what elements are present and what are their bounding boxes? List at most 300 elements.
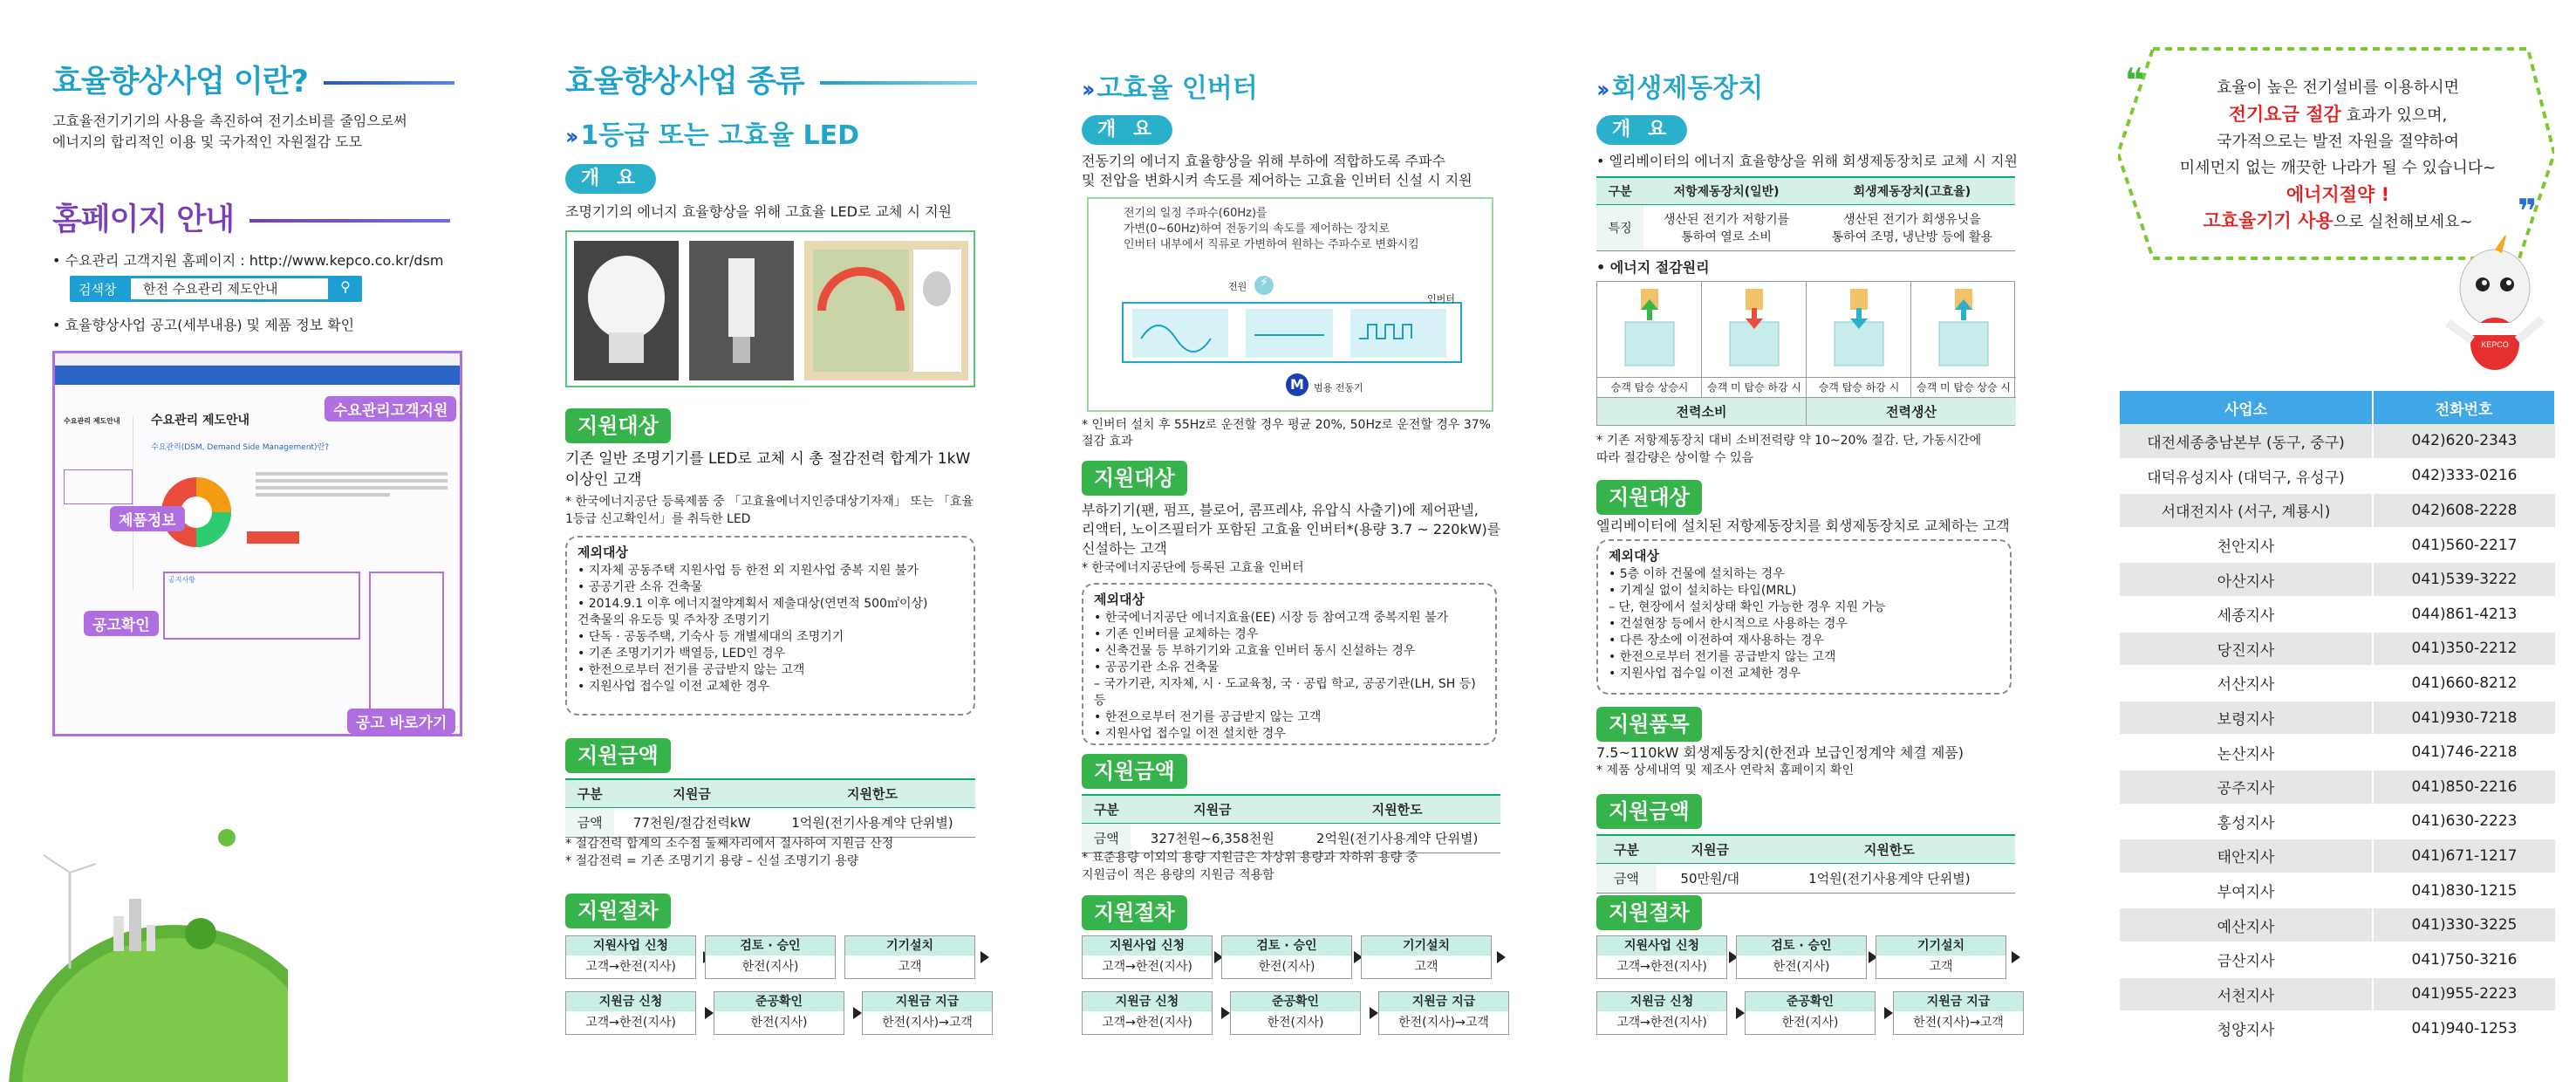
step-actor: 한전(지사): [1267, 1016, 1324, 1030]
table-row: [2120, 839, 2555, 873]
branch-contact-table: [2120, 391, 2556, 1047]
table-row: [2120, 1011, 2555, 1046]
intro-line-1: 고효율전기기기의 사용을 촉진하여 전기소비를 줄임으로써: [52, 113, 407, 129]
step-title: 기기설치: [1362, 936, 1491, 955]
site-sidebar: [64, 416, 133, 591]
office-name: 천안지사: [2120, 528, 2373, 563]
procedure-step: [1221, 935, 1352, 979]
office-phone: 042)608-2228: [2373, 493, 2555, 528]
arrow-right-icon: [1497, 951, 1506, 963]
title-rule: [820, 81, 977, 85]
table-row: [2120, 907, 2555, 942]
step-title: 준공확인: [714, 992, 844, 1011]
cell: 2억원(전기사용계약 단위별): [1294, 824, 1500, 853]
office-phone: 041)671-1217: [2373, 839, 2555, 873]
branch-rows: [2120, 424, 2555, 1046]
office-phone: 041)930-7218: [2373, 701, 2555, 736]
led-amount-table: [565, 778, 975, 838]
bubble-highlight: 고효율기기 사용: [2203, 210, 2333, 231]
step-actor: 고객→한전(지사): [585, 1016, 676, 1030]
quote-open-icon: ❝: [2125, 61, 2145, 99]
office-name: 예산지사: [2120, 907, 2373, 942]
intro-title-text: 효율향상사업 이란?: [52, 65, 308, 99]
inverter-amount-note-1: * 표준용량 이외의 용량 지원금은 차상위 용량과 차하위 용량 중: [1082, 851, 1418, 865]
led-heading-text: 1등급 또는 고효율 LED: [580, 120, 860, 151]
table-row: [2120, 562, 2555, 597]
step-title: 검토 · 승인: [1222, 936, 1351, 955]
office-phone: 041)330-3225: [2373, 907, 2555, 942]
principle-produce: 전력생산: [1807, 397, 2016, 425]
bubble-line: 국가적으로는 발전 자원을 절약하여: [2217, 133, 2459, 151]
principle-note-1: * 기존 저항제동장치 대비 소비전력량 약 10~20% 절감. 단, 가동시간에: [1596, 434, 1982, 448]
inverter-target-1: 부하기기(팬, 펌프, 블로어, 콤프레샤, 유압식 사출기)에 제어판넬,: [1082, 502, 1479, 518]
procedure-step: [565, 935, 696, 979]
principle-cell: [1911, 282, 2016, 397]
exclusion-item: • 기존 조명기기가 백열등, LED인 경우: [577, 646, 963, 662]
office-phone: 041)350-2212: [2373, 632, 2555, 667]
table-row: [2120, 632, 2555, 667]
office-phone: 041)955-2223: [2373, 977, 2555, 1012]
office-name: 대덕유성지사 (대덕구, 유성구): [2120, 459, 2373, 494]
principle-cell: [1597, 282, 1702, 397]
diagram-power-label: 전원: [1228, 281, 1247, 292]
inverter-heading-text: 고효율 인버터: [1097, 73, 1258, 104]
waveform-graphic: [1124, 304, 1464, 365]
step-actor: 한전(지사): [1781, 1016, 1839, 1030]
step-title: 지원금 지급: [1894, 992, 2023, 1011]
bubble-highlight: 에너지절약 !: [2286, 184, 2390, 205]
table-row: [2120, 493, 2555, 528]
led-photo-strip: [565, 230, 975, 387]
inverter-procedure-pill: 지원절차: [1082, 895, 1187, 930]
exclusion-subitem: – 단, 현장에서 설치상태 확인 가능한 경우 지원 가능: [1609, 600, 1886, 614]
types-title-text: 효율향상사업 종류: [565, 65, 804, 99]
col-header: 회생제동장치(고효율): [1809, 177, 2015, 205]
led-target-line-1: 기존 일반 조명기기를 LED로 교체 시 총 절감전력 합계가 1kW: [565, 450, 971, 468]
office-name: 보령지사: [2120, 701, 2373, 736]
site-banner-column: [369, 572, 444, 720]
procedure-step: [844, 935, 975, 979]
col-header: 구분: [1082, 795, 1131, 824]
regen-compare-table: [1596, 176, 2015, 251]
elevator-down-empty-image: [1702, 282, 1807, 378]
procedure-step: [1082, 935, 1213, 979]
step-title: 지원금 지급: [1379, 992, 1508, 1011]
speech-bubble-text: [2163, 75, 2512, 236]
arrow-right-icon: [1736, 1007, 1745, 1019]
procedure-step: [1876, 935, 2006, 979]
step-actor: 고객: [898, 960, 922, 974]
inverter-diagram: [1087, 197, 1493, 412]
regen-amount-pill: 지원금액: [1596, 794, 1702, 829]
col-header: 구분: [1596, 835, 1657, 864]
bubble-line: [2163, 101, 2512, 129]
cell-line: 생산된 전기가 회생유닛을: [1843, 213, 1981, 227]
site-topbar: [55, 353, 460, 366]
inverter-overview-pill: 개 요: [1082, 115, 1172, 145]
types-title: [565, 58, 977, 101]
step-title: 기기설치: [1876, 936, 2005, 955]
col-header: 구분: [565, 779, 614, 808]
homepage-title-text: 홈페이지 안내: [52, 202, 235, 237]
office-name: 당진지사: [2120, 632, 2373, 667]
regen-item-pill: 지원품목: [1596, 707, 1702, 742]
inverter-target-note: * 한국에너지공단에 등록된 고효율 인버터: [1082, 561, 1304, 575]
led-target-pill: 지원대상: [565, 408, 671, 443]
inverter-target-2: 리액터, 노이즈필터가 포함된 고효율 인버터*(용량 3.7 ~ 220kW)를: [1082, 521, 1501, 538]
exclusion-item: • 신축건물 등 부하기기와 고효율 인버터 동시 신설하는 경우: [1094, 643, 1485, 660]
procedure-step: [1596, 935, 1727, 979]
efficiency-label-image: [804, 241, 968, 380]
title-rule: [324, 81, 454, 85]
cell: [1643, 205, 1809, 251]
table-row: [2120, 770, 2555, 805]
office-name: 대전세종충남본부 (동구, 중구): [2120, 424, 2373, 459]
inverter-amount-table: [1082, 794, 1500, 853]
office-name: 금산지사: [2120, 942, 2373, 977]
bubble-line: 효율이 높은 전기설비를 이용하시면: [2217, 79, 2459, 97]
office-phone: 041)660-8212: [2373, 666, 2555, 701]
step-title: 지원사업 신청: [1597, 936, 1726, 955]
procedure-step: [1736, 935, 1867, 979]
step-title: 지원금 지급: [863, 992, 992, 1011]
step-actor: 한전(지사)→고객: [1398, 1016, 1489, 1030]
cell: 77천원/절감전력kW: [614, 808, 769, 838]
col-header: 지원금: [614, 779, 769, 808]
green-globe-illustration: [0, 785, 288, 1082]
exclusion-item: • 기계실 없이 설치하는 타입(MRL): [1609, 583, 1999, 599]
exclusion-item: • 지자체 공동주택 지원사업 등 한전 외 지원사업 중복 지원 불가: [577, 563, 963, 579]
search-input[interactable]: 한전 수요관리 제도안내: [131, 278, 328, 299]
led-overview-text: 조명기기의 에너지 효율향상을 위해 고효율 LED로 교체 시 지원: [565, 203, 952, 220]
elevator-up-loaded-image: [1597, 282, 1702, 378]
led-procedure-pill: 지원절차: [565, 894, 671, 928]
step-actor: 고객→한전(지사): [1102, 1016, 1192, 1030]
motor-icon: M: [1286, 373, 1308, 396]
led-heading: [565, 113, 859, 152]
exclusion-item: • 공공기관 소유 건축물: [577, 579, 963, 596]
principle-note-2: 따라 절감량은 상이할 수 있음: [1596, 451, 1754, 465]
principle-consume: 전력소비: [1597, 397, 1807, 425]
exclusion-heading: 제외대상: [1609, 548, 1659, 564]
office-phone: 041)830-1215: [2373, 873, 2555, 908]
site-nav: [55, 366, 460, 385]
table-row: [2120, 942, 2555, 977]
inverter-amount-note-2: 지원금이 적은 용량의 지원금 적용함: [1082, 868, 1274, 882]
table-row: [2120, 805, 2555, 839]
bubble-text: 으로 실천해보세요~: [2333, 213, 2473, 231]
step-title: 지원사업 신청: [566, 936, 695, 955]
exclusion-item: • 다른 장소에 이전하여 재사용하는 경우: [1609, 633, 1999, 649]
exclusion-item: • 기존 인버터를 교체하는 경우: [1094, 627, 1485, 643]
office-name: 서산지사: [2120, 666, 2373, 701]
office-phone: 042)333-0216: [2373, 459, 2555, 494]
double-chevron-icon: ››: [565, 124, 574, 150]
office-name: 아산지사: [2120, 562, 2373, 597]
regen-overview-pill: 개 요: [1596, 115, 1687, 145]
office-phone: 042)620-2343: [2373, 424, 2555, 459]
regen-target-pill: 지원대상: [1596, 480, 1702, 515]
table-row: [2120, 597, 2555, 632]
col-header-office: 사업소: [2120, 391, 2373, 424]
led-target-note-1: * 한국에너지공단 등록제품 중 「고효율에너지인증대상기자재」 또는 「효율: [565, 495, 974, 509]
inverter-target-pill: 지원대상: [1082, 461, 1187, 496]
procedure-step: [705, 935, 836, 979]
double-chevron-icon: ››: [1596, 77, 1605, 103]
cell-line: 통하여 조명, 냉난방 등에 활용: [1831, 230, 1993, 244]
regen-heading-text: 회생제동장치: [1611, 73, 1764, 104]
arrow-right-icon: [1370, 1007, 1378, 1019]
kepco-mascot-image: [2434, 236, 2556, 375]
panel-intro: [0, 0, 515, 1082]
arrow-right-icon: [705, 1007, 714, 1019]
led-corn-lamp-image: [689, 241, 794, 380]
led-target-line-2: 이상인 고객: [565, 471, 642, 489]
title-rule: [249, 219, 450, 223]
table-row: [2120, 873, 2555, 908]
table-row: [2120, 701, 2555, 736]
site-subtitle: 수요관리(DSM, Demand Side Management)란?: [151, 443, 330, 452]
procedure-step: [1230, 991, 1361, 1035]
search-icon[interactable]: ⚲: [340, 278, 351, 295]
bubble-line: [2163, 208, 2512, 236]
office-name: 세종지사: [2120, 597, 2373, 632]
bubble-text: 효과가 있으며,: [2340, 106, 2448, 125]
exclusion-item: • 한국에너지공단 에너지효율(EE) 시장 등 참여고객 중복지원 불가: [1094, 610, 1485, 627]
cell: [1809, 205, 2015, 251]
office-name: 서천지사: [2120, 977, 2373, 1012]
inverter-overview-note-2: 절감 효과: [1082, 435, 1133, 449]
exclusion-item: • 건설현장 등에서 한시적으로 사용하는 경우: [1609, 616, 1999, 633]
step-actor: 한전(지사): [750, 1016, 808, 1030]
arrow-right-icon: [853, 1007, 862, 1019]
step-title: 기기설치: [845, 936, 974, 955]
lightning-icon: ⚡: [1254, 276, 1274, 295]
inverter-heading: [1082, 66, 1258, 105]
step-title: 검토 · 승인: [1737, 936, 1866, 955]
search-label: 검색창: [79, 282, 117, 298]
cell: 금액: [1082, 824, 1131, 853]
principle-diagram: [1596, 281, 2015, 426]
step-title: 지원금 신청: [566, 992, 695, 1011]
bubble-highlight: 전기요금 절감: [2228, 104, 2341, 125]
step-actor: 고객: [1414, 960, 1438, 974]
panel-inverter: [1029, 0, 1544, 1082]
table-row: [2120, 666, 2555, 701]
procedure-step: [1745, 991, 1876, 1035]
diagram-caption-line: 인버터 내부에서 직류로 가변하여 원하는 주파수로 변화시킴: [1124, 238, 1419, 251]
site-side-title: 수요관리 제도안내: [64, 417, 120, 425]
exclusion-subitem: 건축물의 유도등 및 주차장 조명기기: [577, 613, 770, 627]
led-bulb-image: [574, 241, 679, 380]
diagram-motor-label: 범용 전동기: [1314, 382, 1363, 394]
arrow-right-icon: [1884, 1007, 1893, 1019]
quote-close-icon: ❞: [2518, 192, 2538, 230]
regen-overview-text: • 엘리베이터의 에너지 효율향상을 위해 회생제동장치로 교체 시 지원: [1596, 153, 2018, 169]
step-title: 준공확인: [1231, 992, 1360, 1011]
office-name: 태안지사: [2120, 839, 2373, 873]
table-row: [2120, 977, 2555, 1012]
regen-exclusion-box: [1596, 539, 2012, 695]
office-name: 홍성지사: [2120, 805, 2373, 839]
inverter-overview-2: 및 전압을 변화시켜 속도를 제어하는 고효율 인버터 신설 시 지원: [1082, 172, 1472, 188]
cell: 특징: [1596, 205, 1643, 251]
col-header: 지원한도: [1294, 795, 1500, 824]
homepage-title: [52, 195, 450, 239]
callout-notice: 공고확인: [84, 611, 159, 636]
exclusion-heading: 제외대상: [577, 544, 628, 560]
procedure-step: [1893, 991, 2024, 1035]
col-header: 지원금: [1657, 835, 1764, 864]
step-actor: 고객→한전(지사): [1102, 960, 1192, 974]
principle-cell: [1807, 282, 1911, 397]
bubble-line: 미세먼지 없는 깨끗한 나라가 될 수 있습니다~: [2179, 159, 2497, 177]
regen-item-text: 7.5~110kW 회생제동장치(한전과 보급인정계약 체결 제품): [1596, 744, 1964, 761]
arrow-right-icon: [2012, 951, 2020, 963]
inverter-exclusion-box: [1082, 583, 1497, 745]
cell-line: 통하여 열로 소비: [1681, 230, 1772, 244]
office-phone: 041)850-2216: [2373, 770, 2555, 805]
step-actor: 한전(지사)→고객: [882, 1016, 973, 1030]
principle-caption: 승객 미 탑승 하강 시: [1702, 377, 1807, 397]
step-title: 검토 · 승인: [706, 936, 835, 955]
arrow-right-icon: [981, 951, 989, 963]
cell-line: 생산된 전기가 저항기를: [1664, 213, 1790, 227]
table-row: [2120, 735, 2555, 770]
mascot-tag: KEPCO: [2481, 340, 2509, 349]
step-title: 준공확인: [1746, 992, 1875, 1011]
step-actor: 고객→한전(지사): [1616, 1016, 1707, 1030]
regen-heading: [1596, 66, 1763, 105]
callout-goto: 공고 바로가기: [347, 709, 455, 734]
col-header: 지원한도: [1764, 835, 2015, 864]
elevator-up-empty-image: [1911, 282, 2016, 378]
panel-contacts: [2059, 0, 2576, 1082]
regen-amount-table: [1596, 834, 2015, 894]
office-name: 서대전지사 (서구, 계룡시): [2120, 493, 2373, 528]
panel-regen: [1544, 0, 2059, 1082]
principle-caption: 승객 미 탑승 상승 시: [1911, 377, 2016, 397]
double-chevron-icon: ››: [1082, 77, 1090, 103]
cell: 금액: [1596, 864, 1657, 894]
office-phone: 041)750-3216: [2373, 942, 2555, 977]
site-notice-title: 공지사항: [168, 576, 195, 584]
table-row: [2120, 528, 2555, 563]
exclusion-item: • 한전으로부터 전기를 공급받지 않는 고객: [1609, 649, 1999, 666]
office-name: 부여지사: [2120, 873, 2373, 908]
step-actor: 한전(지사): [1773, 960, 1830, 974]
exclusion-item: • 한전으로부터 전기를 공급받지 않는 고객: [1094, 709, 1485, 726]
inverter-amount-pill: 지원금액: [1082, 754, 1187, 789]
site-page-title: 수요관리 제도안내: [151, 414, 250, 428]
procedure-step: [1082, 991, 1213, 1035]
exclusion-item: • 지원사업 접수일 이전 교체한 경우: [1609, 666, 1999, 682]
diagram-caption-line: 전기의 일정 주파수(60Hz)를: [1124, 207, 1268, 220]
office-phone: 041)630-2223: [2373, 805, 2555, 839]
col-header: 지원금: [1131, 795, 1294, 824]
step-title: 지원금 신청: [1597, 992, 1726, 1011]
procedure-step: [1361, 935, 1492, 979]
diagram-caption-line: 가변(0~60Hz)하여 전동기의 속도를 제어하는 장치로: [1124, 223, 1390, 236]
arrow-right-icon: [1221, 1007, 1230, 1019]
led-exclusion-box: [565, 536, 975, 716]
diagram-inverter-label: 인버터: [1427, 293, 1455, 305]
office-phone: 041)539-3222: [2373, 562, 2555, 597]
inverter-overview-note-1: * 인버터 설치 후 55Hz로 운전할 경우 평균 20%, 50Hz로 운전할 경우 37%: [1082, 418, 1491, 432]
regen-item-note: * 제품 상세내역 및 제조사 연락처 홈페이지 확인: [1596, 764, 1855, 777]
office-name: 공주지사: [2120, 770, 2373, 805]
principle-caption: 승객 탑승 하강 시: [1807, 377, 1911, 397]
notice-bullet: • 효율향상사업 공고(세부내용) 및 제품 정보 확인: [52, 317, 355, 333]
col-header-phone: 전화번호: [2373, 391, 2555, 424]
col-header: 저항제동장치(일반): [1643, 177, 1809, 205]
cell: 금액: [565, 808, 614, 838]
site-notice-box: [163, 572, 360, 640]
exclusion-item: • 공공기관 소유 건축물: [1094, 660, 1485, 676]
led-amount-pill: 지원금액: [565, 738, 671, 773]
table-row: [2120, 424, 2555, 459]
procedure-step: [862, 991, 993, 1035]
regen-procedure-pill: 지원절차: [1596, 895, 1702, 930]
led-amount-note-2: * 절감전력 = 기존 조명기기 용량 – 신설 조명기기 용량: [565, 854, 859, 868]
office-name: 논산지사: [2120, 735, 2373, 770]
office-phone: 041)940-1253: [2373, 1011, 2555, 1046]
step-actor: 한전(지사): [1258, 960, 1315, 974]
procedure-step: [565, 991, 696, 1035]
exclusion-heading: 제외대상: [1094, 592, 1145, 607]
office-phone: 041)746-2218: [2373, 735, 2555, 770]
site-side-highlight: [64, 469, 133, 504]
led-amount-note-1: * 절감전력 합계의 소수점 둘째자리에서 절사하여 지원금 산정: [565, 837, 894, 851]
office-phone: 044)861-4213: [2373, 597, 2555, 632]
callout-product: 제품정보: [110, 506, 185, 531]
procedure-step: [1596, 991, 1727, 1035]
office-phone: 041)560-2217: [2373, 528, 2555, 563]
diagram-caption: [1124, 206, 1419, 253]
homepage-url-bullet: • 수요관리 고객지원 홈페이지 : http://www.kepco.co.kr/dsm: [52, 252, 444, 269]
exclusion-item: • 지원사업 접수일 이전 교체한 경우: [577, 679, 963, 695]
col-header: 구분: [1596, 177, 1643, 205]
step-title: 지원사업 신청: [1083, 936, 1212, 955]
callout-support: 수요관리고객지원: [325, 396, 456, 421]
step-title: 지원금 신청: [1083, 992, 1212, 1011]
cell: 1억원(전기사용계약 단위별): [769, 808, 975, 838]
cell: 327천원~6,358천원: [1131, 824, 1294, 853]
intro-line-2: 에너지의 합리적인 이용 및 국가적인 자원절감 도모: [52, 134, 363, 150]
step-actor: 한전(지사)→고객: [1913, 1016, 2004, 1030]
step-actor: 고객: [1929, 960, 1953, 974]
diagram-inverter-box: [1122, 302, 1462, 363]
panel-led: [515, 0, 1029, 1082]
elevator-down-loaded-image: [1807, 282, 1911, 378]
cell: 1억원(전기사용계약 단위별): [1764, 864, 2015, 894]
led-target-note-2: 1등급 신고확인서」를 취득한 LED: [565, 512, 751, 526]
step-actor: 한전(지사): [741, 960, 799, 974]
procedure-step: [714, 991, 844, 1035]
inverter-overview-1: 전동기의 에너지 효율향상을 위해 부하에 적합하도록 주파수: [1082, 153, 1445, 169]
site-red-button: [247, 531, 299, 544]
principle-cell: [1702, 282, 1807, 397]
exclusion-item: • 5층 이하 건물에 설치하는 경우: [1609, 566, 1999, 583]
led-overview-pill: 개 요: [565, 164, 656, 194]
principle-caption: 승객 탑승 상승시: [1597, 377, 1702, 397]
regen-target-text: 엘리베이터에 설치된 저항제동장치를 회생제동장치로 교체하는 고객: [1596, 517, 2010, 534]
search-box[interactable]: [70, 276, 362, 302]
principle-heading: • 에너지 절감원리: [1596, 259, 1710, 276]
col-header: 지원한도: [769, 779, 975, 808]
exclusion-item: • 한전으로부터 전기를 공급받지 않는 고객: [577, 662, 963, 679]
exclusion-item: • 지원사업 접수일 이전 설치한 경우: [1094, 726, 1485, 743]
